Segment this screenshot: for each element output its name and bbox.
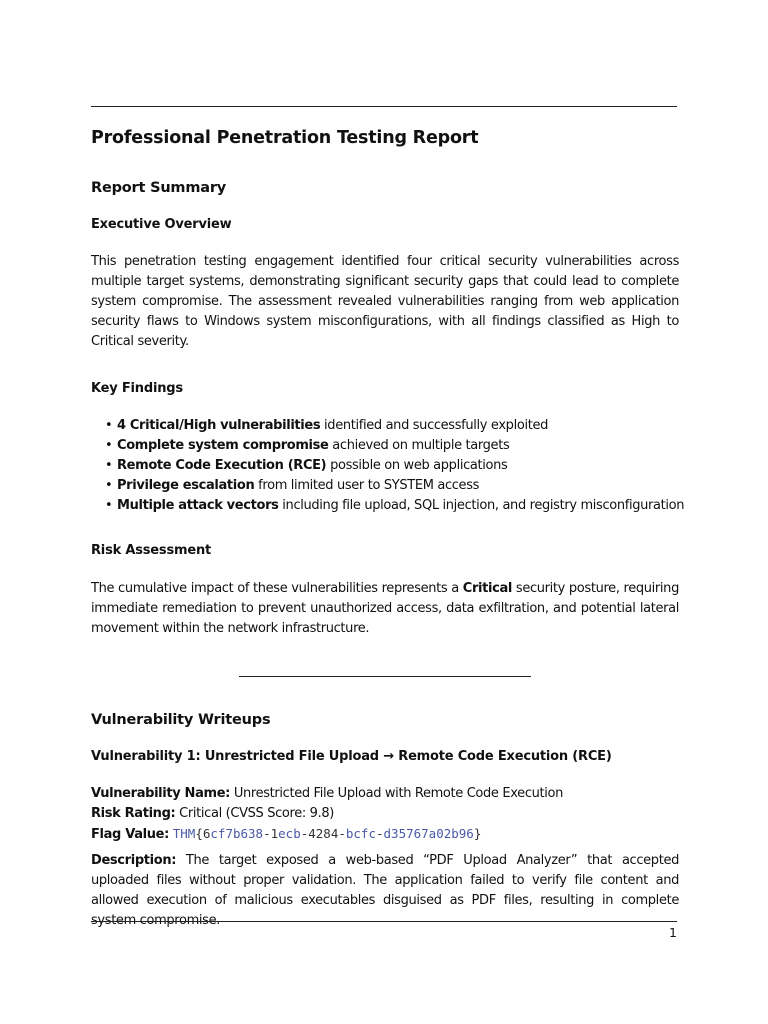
risk-rating-value: Critical (CVSS Score: 9.8) xyxy=(175,806,335,821)
flag-token: -1 xyxy=(263,826,279,841)
vulnerability-1-heading: Vulnerability 1: Unrestricted File Upload → Remote Code Execution (RCE) xyxy=(91,749,612,764)
finding-bold: Multiple attack vectors xyxy=(117,498,279,513)
risk-assessment-paragraph xyxy=(91,579,679,639)
flag-token: {6 xyxy=(195,826,211,841)
header-rule xyxy=(91,106,677,107)
list-item xyxy=(105,496,685,516)
risk-text-after: security posture, requiring immediate remediation to prevent unauthorized access, data exfiltration, and potential lateral movement within the network infrastructure. xyxy=(91,581,679,636)
flag-token: cf7b638 xyxy=(210,826,264,841)
document-title: Professional Penetration Testing Report xyxy=(91,128,479,148)
list-item xyxy=(105,416,679,436)
flag-token: d35767a02b96 xyxy=(383,826,474,841)
finding-bold: Privilege escalation xyxy=(117,478,255,493)
finding-text: identified and successfully exploited xyxy=(320,418,549,433)
page-number: 1 xyxy=(669,925,677,940)
key-findings-list xyxy=(91,416,685,516)
flag-token: - xyxy=(375,826,384,841)
bullet-icon: • xyxy=(105,478,113,493)
bullet-icon: • xyxy=(105,438,113,453)
vulnerability-name-line xyxy=(91,784,679,804)
finding-text: from limited user to SYSTEM access xyxy=(254,478,480,493)
vulnerability-name-label: Vulnerability Name: xyxy=(91,786,231,801)
risk-text-before: The cumulative impact of these vulnerabilities represents a xyxy=(91,581,463,596)
subsection-heading-executive-overview: Executive Overview xyxy=(91,217,232,232)
flag-token: -4284- xyxy=(300,826,346,841)
flag-token: THM xyxy=(172,826,196,841)
finding-text: including file upload, SQL injection, and registry misconfiguration xyxy=(278,498,685,513)
finding-text: possible on web applications xyxy=(326,458,508,473)
bullet-icon: • xyxy=(105,498,113,513)
section-heading-vulnerability-writeups: Vulnerability Writeups xyxy=(91,712,271,728)
finding-bold: Remote Code Execution (RCE) xyxy=(117,458,327,473)
finding-bold: 4 Critical/High vulnerabilities xyxy=(117,418,321,433)
list-item xyxy=(105,456,679,476)
finding-bold: Complete system compromise xyxy=(117,438,329,453)
bullet-icon: • xyxy=(105,458,113,473)
risk-rating-label: Risk Rating: xyxy=(91,806,176,821)
list-item xyxy=(105,436,679,456)
risk-level-critical: Critical xyxy=(462,581,512,596)
section-heading-report-summary: Report Summary xyxy=(91,180,227,196)
list-item xyxy=(105,476,679,496)
vulnerability-name-value: Unrestricted File Upload with Remote Code Execution xyxy=(230,786,564,801)
finding-text: achieved on multiple targets xyxy=(328,438,510,453)
subsection-heading-risk-assessment: Risk Assessment xyxy=(91,543,212,558)
subsection-heading-key-findings: Key Findings xyxy=(91,381,183,396)
flag-token: bcfc xyxy=(345,826,376,841)
flag-value-code xyxy=(173,826,482,841)
executive-overview-paragraph: This penetration testing engagement identified four critical security vulnerabilities across multiple target systems, demonstrating significant security gaps that could lead to complete system compromise. The assessment revealed vulnerabilities ranging from web application security flaws to Windows system misconfigurations, with all findings classified as High to Critical severity. xyxy=(91,254,679,349)
flag-token: ecb xyxy=(278,826,301,841)
risk-rating-line xyxy=(91,804,679,824)
vulnerability-1-description xyxy=(91,851,679,931)
document-content xyxy=(91,126,685,931)
bullet-icon: • xyxy=(105,418,113,433)
footer-rule xyxy=(91,921,677,922)
document-page xyxy=(91,0,685,1024)
flag-value-line xyxy=(91,824,679,845)
flag-value-label: Flag Value: xyxy=(91,827,169,842)
description-label: Description: xyxy=(91,853,177,868)
description-text: The target exposed a web-based “PDF Upload Analyzer” that accepted uploaded files without proper validation. The application failed to verify file content and allowed execution of malicious executables disguised as PDF files, resulting in complete system compromise. xyxy=(91,853,679,928)
flag-token: } xyxy=(473,826,482,841)
